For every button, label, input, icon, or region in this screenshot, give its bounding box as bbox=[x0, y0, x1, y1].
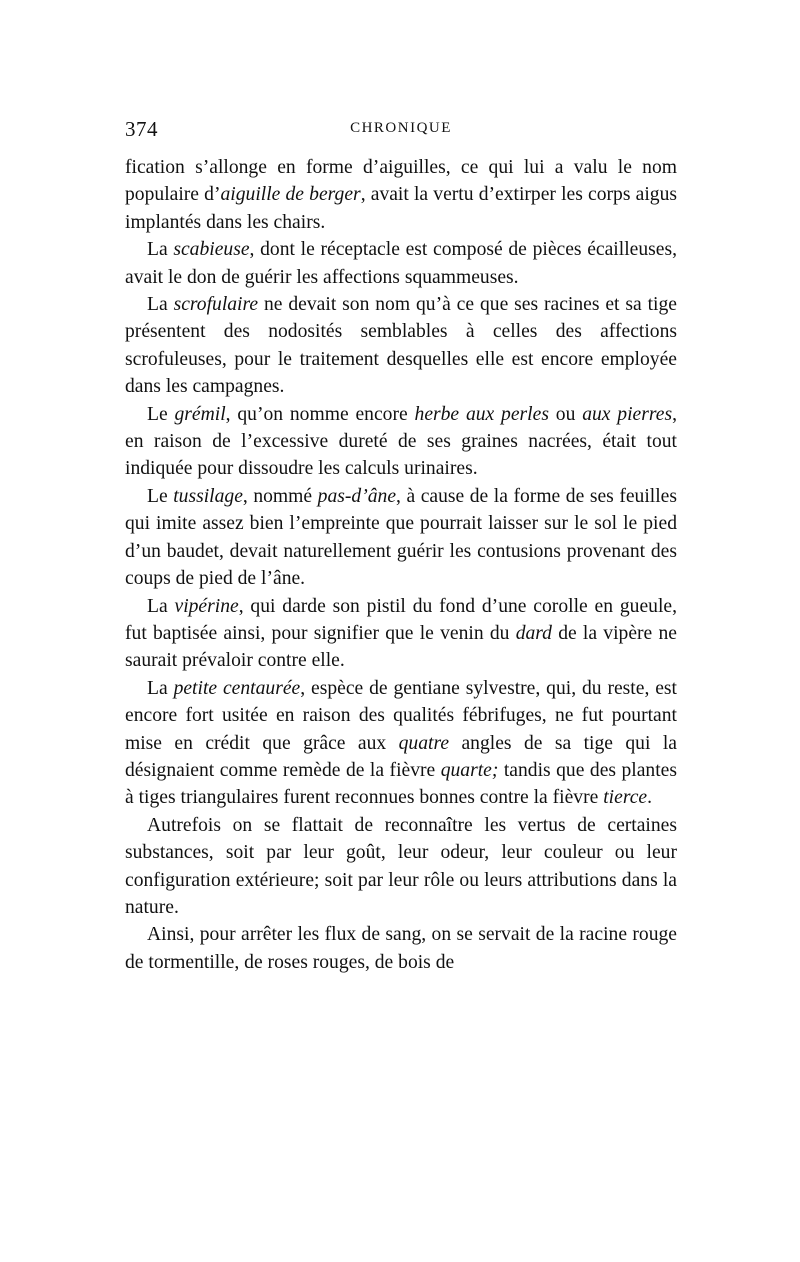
text-run: . bbox=[647, 787, 653, 809]
text-run: fication s’allonge en forme d’aiguilles, ce qui lui a valu le nom populaire d’ bbox=[125, 157, 677, 206]
text-run: La bbox=[147, 595, 175, 617]
paragraph bbox=[125, 401, 677, 483]
text-run: La bbox=[147, 239, 174, 261]
text-run: La bbox=[147, 677, 174, 699]
italic-term: pas-d’âne bbox=[317, 485, 397, 507]
italic-term: scrofulaire bbox=[173, 294, 259, 316]
italic-term: aux pierres bbox=[582, 403, 673, 425]
text-run: , espèce de gentiane sylvestre, qui, du reste, est encore fort usitée en raison des qualités fébrifuges, ne fut pourtant mise en crédit que grâce aux bbox=[125, 677, 677, 754]
section-title: CHRONIQUE bbox=[350, 120, 452, 136]
paragraph bbox=[125, 593, 677, 675]
text-run: , nommé bbox=[242, 485, 318, 507]
paragraph bbox=[125, 812, 677, 922]
text-run: , dont le réceptacle est composé de pièces écailleuses, avait le don de guérir les affections squammeuses. bbox=[125, 239, 677, 288]
italic-term: tierce bbox=[603, 787, 648, 809]
italic-term: petite centaurée bbox=[173, 677, 301, 699]
paragraph bbox=[125, 154, 677, 236]
body-text bbox=[125, 154, 677, 976]
italic-term: tussilage bbox=[173, 485, 243, 507]
text-run: Ainsi, pour arrêter les flux de sang, on se servait de la racine rouge de tormentille, de roses rouges, de bois de bbox=[125, 924, 677, 973]
italic-term: herbe aux perles bbox=[414, 403, 549, 425]
text-run: tandis que des plantes à tiges triangulaires furent reconnues bonnes contre la fièvre bbox=[125, 759, 677, 809]
italic-term: scabieuse bbox=[173, 239, 250, 261]
text-run: de la vipère ne saurait prévaloir contre elle. bbox=[125, 622, 677, 672]
italic-term: dard bbox=[515, 622, 552, 644]
running-head bbox=[125, 117, 677, 141]
italic-term: quatre bbox=[398, 732, 450, 754]
text-run: , qui darde son pistil du fond d’une corolle en gueule, fut baptisée ainsi, pour signifier que le venin du bbox=[125, 595, 677, 644]
text-run: , à cause de la forme de ses feuilles qui imite assez bien l’empreinte que pourrait laisser sur le sol le pied d’un baudet, devait naturellement guérir les contusions provenant des coups de pied de l’âne. bbox=[125, 485, 677, 590]
text-run: , qu’on nomme encore bbox=[225, 403, 415, 425]
text-run: Le bbox=[147, 485, 174, 507]
italic-term: quarte; bbox=[440, 759, 499, 781]
text-run: Autrefois on se flattait de reconnaître les vertus de certaines substances, soit par leur goût, leur odeur, leur couleur ou leur configuration extérieure; soit par leur rôle ou leurs attributions dans la nature. bbox=[125, 814, 677, 918]
text-run: , avait la vertu d’extirper les corps aigus implantés dans les chairs. bbox=[125, 184, 678, 233]
paragraph bbox=[125, 921, 677, 976]
italic-term: grémil bbox=[174, 403, 226, 425]
paragraph bbox=[125, 483, 677, 593]
paragraph bbox=[125, 236, 677, 291]
text-run: ne devait son nom qu’à ce que ses racines et sa tige présentent des nodosités semblables à celles des affections scrofuleuses, pour le traitement desquelles elle est encore employée dans les campagnes. bbox=[125, 294, 677, 398]
paragraph bbox=[125, 675, 677, 812]
paragraph bbox=[125, 291, 677, 401]
text-run: angles de sa tige qui la désignaient comme remède de la fièvre bbox=[125, 732, 677, 781]
page-number: 374 bbox=[125, 117, 158, 141]
italic-term: aiguille de berger bbox=[220, 184, 361, 206]
text-run: , en raison de l’excessive dureté de ses graines nacrées, était tout indiquée pour dissoudre les calculs urinaires. bbox=[125, 403, 677, 480]
text-run: La bbox=[147, 294, 174, 316]
italic-term: vipérine bbox=[174, 595, 239, 617]
text-run: Le bbox=[147, 403, 175, 425]
text-run: ou bbox=[548, 403, 583, 425]
